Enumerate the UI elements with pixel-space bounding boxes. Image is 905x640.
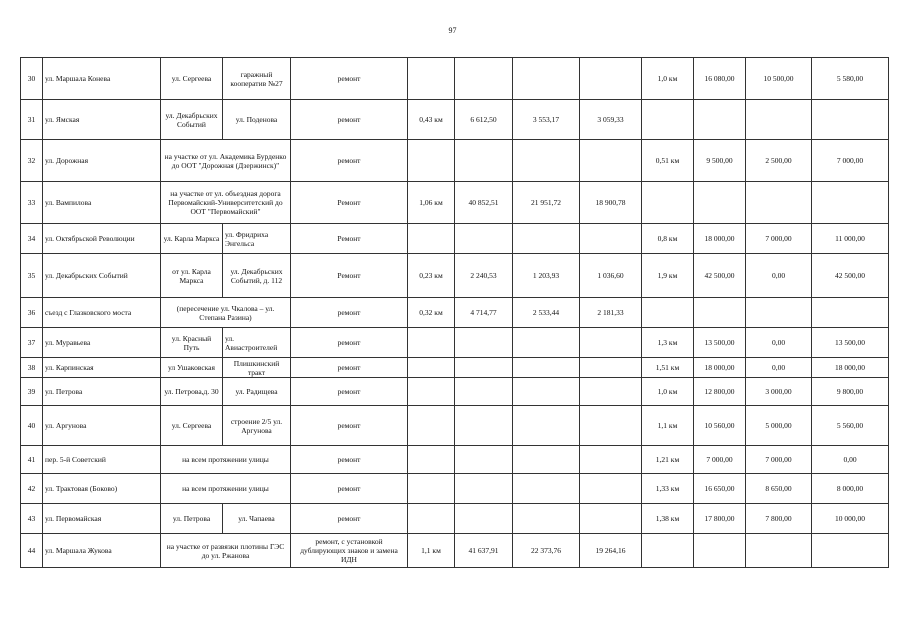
cost-source-b-1: 18 900,78 — [580, 182, 642, 224]
row-number: 38 — [21, 358, 43, 378]
cost-source-a-2: 8 650,00 — [746, 474, 812, 504]
cost-source-a-1: 3 553,17 — [513, 100, 580, 140]
page-number: 97 — [448, 26, 457, 35]
length-period-1: 0,23 км — [408, 254, 455, 298]
cost-source-b-1: 19 264,16 — [580, 534, 642, 568]
section-from: ул. Красный Путь — [161, 328, 223, 358]
table-body — [21, 58, 889, 568]
work-type: ремонт — [291, 58, 408, 100]
cost-source-a-1 — [513, 406, 580, 446]
length-period-2: 1,38 км — [642, 504, 694, 534]
work-type: ремонт — [291, 446, 408, 474]
cost-total-1 — [455, 140, 513, 182]
cost-total-1 — [455, 358, 513, 378]
cost-total-1: 4 714,77 — [455, 298, 513, 328]
length-period-1 — [408, 140, 455, 182]
section-from: ул. Петрова — [161, 504, 223, 534]
table-row — [21, 182, 889, 224]
cost-source-b-1 — [580, 58, 642, 100]
row-number: 34 — [21, 224, 43, 254]
row-number: 44 — [21, 534, 43, 568]
cost-source-b-2: 10 000,00 — [812, 504, 889, 534]
cost-source-b-2 — [812, 298, 889, 328]
cost-total-2 — [694, 100, 746, 140]
table-row — [21, 406, 889, 446]
cost-total-2 — [694, 182, 746, 224]
length-period-2 — [642, 534, 694, 568]
cost-total-1: 2 240,53 — [455, 254, 513, 298]
cost-source-a-2: 5 000,00 — [746, 406, 812, 446]
length-period-1: 0,43 км — [408, 100, 455, 140]
section-from: ул. Декабрьских Событий — [161, 100, 223, 140]
cost-total-2: 7 000,00 — [694, 446, 746, 474]
cost-source-b-2: 9 800,00 — [812, 378, 889, 406]
cost-total-1 — [455, 58, 513, 100]
cost-total-2: 18 000,00 — [694, 224, 746, 254]
cost-source-b-2: 8 000,00 — [812, 474, 889, 504]
length-period-2: 1,9 км — [642, 254, 694, 298]
cost-total-2: 13 500,00 — [694, 328, 746, 358]
cost-total-2: 10 560,00 — [694, 406, 746, 446]
cost-source-a-1 — [513, 378, 580, 406]
table-row — [21, 474, 889, 504]
street-name: ул. Муравьева — [43, 328, 161, 358]
row-number: 35 — [21, 254, 43, 298]
cost-source-b-1 — [580, 140, 642, 182]
street-name: съезд с Глазковского моста — [43, 298, 161, 328]
row-number: 40 — [21, 406, 43, 446]
section-to: ул. Поденова — [223, 100, 291, 140]
work-type: Ремонт — [291, 224, 408, 254]
length-period-2: 1,21 км — [642, 446, 694, 474]
cost-source-b-1 — [580, 378, 642, 406]
street-name: ул. Первомайская — [43, 504, 161, 534]
cost-source-b-2: 13 500,00 — [812, 328, 889, 358]
length-period-2: 1,51 км — [642, 358, 694, 378]
length-period-1 — [408, 58, 455, 100]
cost-total-1 — [455, 378, 513, 406]
length-period-1 — [408, 474, 455, 504]
cost-total-1: 40 852,51 — [455, 182, 513, 224]
cost-source-a-1: 22 373,76 — [513, 534, 580, 568]
cost-source-a-1 — [513, 358, 580, 378]
cost-source-a-2 — [746, 298, 812, 328]
cost-source-b-1: 2 181,33 — [580, 298, 642, 328]
cost-total-2: 9 500,00 — [694, 140, 746, 182]
table-row — [21, 100, 889, 140]
length-period-1 — [408, 224, 455, 254]
section-from: ул. Сергеева — [161, 406, 223, 446]
street-name: пер. 5-й Советский — [43, 446, 161, 474]
cost-source-a-2 — [746, 534, 812, 568]
work-type: ремонт — [291, 140, 408, 182]
cost-total-1 — [455, 474, 513, 504]
cost-source-a-1 — [513, 328, 580, 358]
street-name: ул. Вампилова — [43, 182, 161, 224]
length-period-2 — [642, 298, 694, 328]
row-number: 41 — [21, 446, 43, 474]
length-period-2: 1,3 км — [642, 328, 694, 358]
length-period-1: 1,06 км — [408, 182, 455, 224]
length-period-1 — [408, 446, 455, 474]
table-row — [21, 504, 889, 534]
cost-total-1: 6 612,50 — [455, 100, 513, 140]
cost-total-2 — [694, 534, 746, 568]
length-period-2 — [642, 182, 694, 224]
street-name: ул. Ямская — [43, 100, 161, 140]
street-name: ул. Аргунова — [43, 406, 161, 446]
length-period-1: 1,1 км — [408, 534, 455, 568]
length-period-2: 0,51 км — [642, 140, 694, 182]
table-row — [21, 254, 889, 298]
cost-source-a-2 — [746, 182, 812, 224]
cost-source-a-2: 0,00 — [746, 328, 812, 358]
cost-total-2: 42 500,00 — [694, 254, 746, 298]
street-name: ул. Декабрьских Событий — [43, 254, 161, 298]
cost-total-1 — [455, 224, 513, 254]
road-repair-table — [20, 57, 889, 568]
row-number: 36 — [21, 298, 43, 328]
cost-source-a-2: 7 800,00 — [746, 504, 812, 534]
cost-total-1 — [455, 504, 513, 534]
row-number: 30 — [21, 58, 43, 100]
cost-source-a-2 — [746, 100, 812, 140]
length-period-1: 0,32 км — [408, 298, 455, 328]
cost-source-a-2: 7 000,00 — [746, 446, 812, 474]
row-number: 33 — [21, 182, 43, 224]
cost-source-a-2: 0,00 — [746, 358, 812, 378]
length-period-1 — [408, 328, 455, 358]
section-from: ул Ушаковская — [161, 358, 223, 378]
work-type: ремонт, с установкой дублирующих знаков и замена ИДН — [291, 534, 408, 568]
cost-source-b-1 — [580, 474, 642, 504]
cost-source-b-1 — [580, 446, 642, 474]
row-number: 32 — [21, 140, 43, 182]
section-from: от ул. Карла Маркса — [161, 254, 223, 298]
table-row — [21, 446, 889, 474]
cost-source-b-1 — [580, 328, 642, 358]
work-type: ремонт — [291, 358, 408, 378]
cost-total-1: 41 637,91 — [455, 534, 513, 568]
table-row — [21, 224, 889, 254]
cost-source-b-2: 5 580,00 — [812, 58, 889, 100]
length-period-2: 1,1 км — [642, 406, 694, 446]
section-description: на всем протяжении улицы — [161, 474, 291, 504]
cost-total-2: 18 000,00 — [694, 358, 746, 378]
work-type: ремонт — [291, 298, 408, 328]
cost-source-a-2: 0,00 — [746, 254, 812, 298]
work-type: ремонт — [291, 378, 408, 406]
cost-total-2: 16 650,00 — [694, 474, 746, 504]
table-row — [21, 328, 889, 358]
section-description: (пересечение ул. Чкалова – ул. Степана Разина) — [161, 298, 291, 328]
cost-source-b-2 — [812, 534, 889, 568]
cost-source-b-1 — [580, 406, 642, 446]
street-name: ул. Карпинская — [43, 358, 161, 378]
section-to: ул. Авиастроителей — [223, 328, 291, 358]
cost-source-a-2: 10 500,00 — [746, 58, 812, 100]
section-description: на участке от ул. Академика Бурденко до ООТ "Дорожная (Дзержинск)" — [161, 140, 291, 182]
work-type: ремонт — [291, 406, 408, 446]
cost-source-b-2: 42 500,00 — [812, 254, 889, 298]
cost-source-b-2: 0,00 — [812, 446, 889, 474]
cost-source-a-1 — [513, 504, 580, 534]
row-number: 31 — [21, 100, 43, 140]
row-number: 42 — [21, 474, 43, 504]
length-period-2: 0,8 км — [642, 224, 694, 254]
section-to: ул. Фридриха Энгельса — [223, 224, 291, 254]
length-period-2 — [642, 100, 694, 140]
cost-source-b-1: 3 059,33 — [580, 100, 642, 140]
length-period-2: 1,33 км — [642, 474, 694, 504]
section-to: Плишкинский тракт — [223, 358, 291, 378]
cost-total-1 — [455, 446, 513, 474]
section-to: ул. Радищева — [223, 378, 291, 406]
work-type: ремонт — [291, 504, 408, 534]
cost-total-2: 17 800,00 — [694, 504, 746, 534]
cost-total-2 — [694, 298, 746, 328]
length-period-1 — [408, 358, 455, 378]
cost-source-a-1 — [513, 446, 580, 474]
street-name: ул. Маршала Жукова — [43, 534, 161, 568]
row-number: 43 — [21, 504, 43, 534]
section-description: на всем протяжении улицы — [161, 446, 291, 474]
cost-source-b-1 — [580, 358, 642, 378]
table-row — [21, 298, 889, 328]
cost-source-a-1: 21 951,72 — [513, 182, 580, 224]
cost-source-a-1: 2 533,44 — [513, 298, 580, 328]
work-type: ремонт — [291, 328, 408, 358]
cost-source-b-2: 11 000,00 — [812, 224, 889, 254]
section-to: ул. Декабрьских Событий, д. 112 — [223, 254, 291, 298]
cost-source-a-1 — [513, 58, 580, 100]
street-name: ул. Маршала Конева — [43, 58, 161, 100]
length-period-2: 1,0 км — [642, 378, 694, 406]
table-row — [21, 58, 889, 100]
street-name: ул. Петрова — [43, 378, 161, 406]
cost-total-2: 12 800,00 — [694, 378, 746, 406]
table-row — [21, 378, 889, 406]
table-row — [21, 534, 889, 568]
cost-source-b-1 — [580, 504, 642, 534]
section-to: ул. Чапаева — [223, 504, 291, 534]
section-from: ул. Петрова,д. 30 — [161, 378, 223, 406]
street-name: ул. Дорожная — [43, 140, 161, 182]
cost-source-b-2: 7 000,00 — [812, 140, 889, 182]
section-description: на участке от развязки плотины ГЭС до ул. Ржанова — [161, 534, 291, 568]
cost-source-a-2: 3 000,00 — [746, 378, 812, 406]
table-row — [21, 358, 889, 378]
work-type: Ремонт — [291, 182, 408, 224]
work-type: Ремонт — [291, 254, 408, 298]
work-type: ремонт — [291, 100, 408, 140]
cost-source-b-1: 1 036,60 — [580, 254, 642, 298]
cost-source-b-2 — [812, 182, 889, 224]
cost-total-1 — [455, 406, 513, 446]
cost-source-b-2: 18 000,00 — [812, 358, 889, 378]
cost-source-b-2 — [812, 100, 889, 140]
section-to: гаражный кооператив №27 — [223, 58, 291, 100]
section-from: ул. Карла Маркса — [161, 224, 223, 254]
section-description: на участке от ул. объездная дорога Первомайский-Университетский до ООТ "Первомайский" — [161, 182, 291, 224]
street-name: ул. Октябрьской Революции — [43, 224, 161, 254]
length-period-1 — [408, 406, 455, 446]
section-from: ул. Сергеева — [161, 58, 223, 100]
cost-total-2: 16 080,00 — [694, 58, 746, 100]
length-period-1 — [408, 504, 455, 534]
cost-source-a-1 — [513, 224, 580, 254]
row-number: 37 — [21, 328, 43, 358]
cost-source-a-2: 2 500,00 — [746, 140, 812, 182]
cost-source-a-1: 1 203,93 — [513, 254, 580, 298]
work-type: ремонт — [291, 474, 408, 504]
street-name: ул. Трактовая (Боково) — [43, 474, 161, 504]
cost-source-a-1 — [513, 140, 580, 182]
cost-source-a-1 — [513, 474, 580, 504]
row-number: 39 — [21, 378, 43, 406]
cost-total-1 — [455, 328, 513, 358]
length-period-1 — [408, 378, 455, 406]
cost-source-b-1 — [580, 224, 642, 254]
section-to: строение 2/5 ул. Аргунова — [223, 406, 291, 446]
cost-source-b-2: 5 560,00 — [812, 406, 889, 446]
cost-source-a-2: 7 000,00 — [746, 224, 812, 254]
length-period-2: 1,0 км — [642, 58, 694, 100]
table-row — [21, 140, 889, 182]
